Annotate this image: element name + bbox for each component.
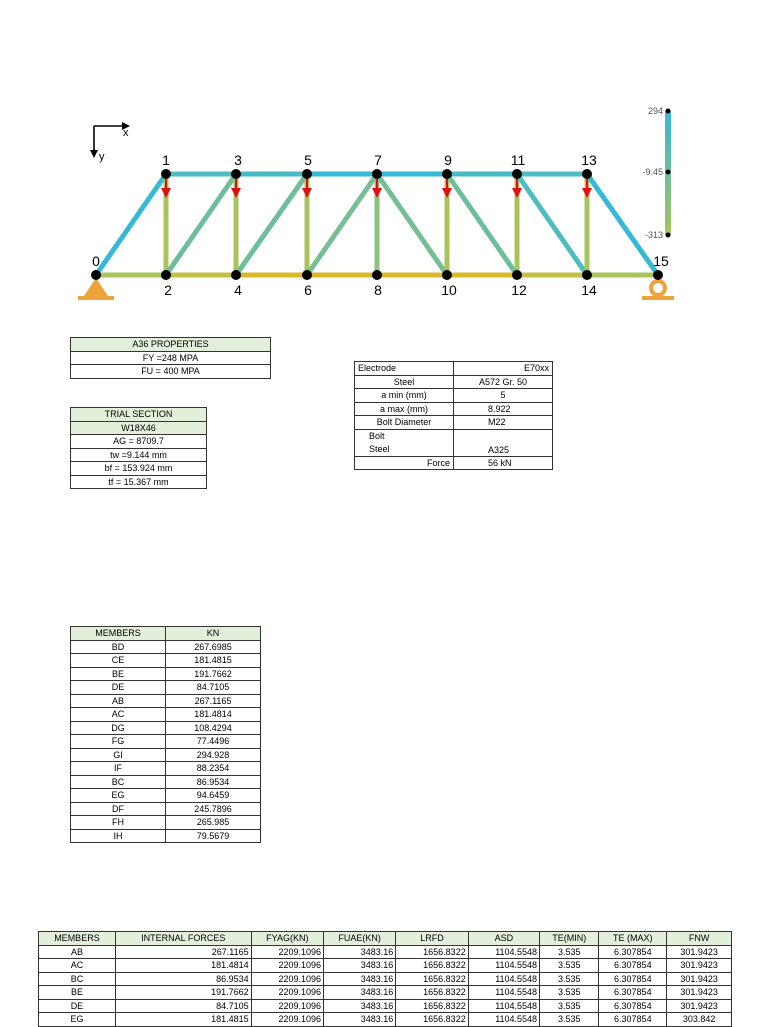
table-cell: AC <box>39 959 116 973</box>
amax-label: a max (mm) <box>355 402 454 416</box>
truss-diagram <box>0 0 768 320</box>
truss-node <box>91 270 101 280</box>
node-label: 6 <box>304 282 312 298</box>
truss-node <box>302 270 312 280</box>
colorbar-tick: -9.45 <box>642 167 663 177</box>
table-cell: 6.307854 <box>599 1013 667 1027</box>
column-header: FYAG(KN) <box>251 932 323 946</box>
truss-node <box>161 270 171 280</box>
table-row <box>39 986 732 1000</box>
bolt-label: Bolt <box>369 430 385 441</box>
truss-node <box>372 270 382 280</box>
trial-bf: bf = 153.924 mm <box>71 462 207 476</box>
table-cell: 1104.5548 <box>468 972 539 986</box>
column-header: ASD <box>468 932 539 946</box>
table-row <box>39 959 732 973</box>
table-cell: BC <box>39 972 116 986</box>
table-row <box>71 789 261 803</box>
member-force: 79.5679 <box>166 829 261 843</box>
table-cell: EG <box>39 1013 116 1027</box>
node-label: 0 <box>92 253 100 269</box>
table-cell: 181.4814 <box>115 959 251 973</box>
table-cell: 301.9423 <box>667 972 732 986</box>
members-table <box>70 626 261 843</box>
table-row <box>71 694 261 708</box>
member-name: BC <box>71 775 166 789</box>
table-cell: 1656.8322 <box>396 959 468 973</box>
bolt-diameter-value: M22 <box>454 416 553 430</box>
member-name: FG <box>71 735 166 749</box>
internal-forces-table <box>38 931 732 1027</box>
bolt-steel-label-cell <box>355 429 454 456</box>
truss-node <box>512 270 522 280</box>
truss-node <box>442 270 452 280</box>
table-row <box>71 667 261 681</box>
table-cell: 2209.1096 <box>251 959 323 973</box>
table-cell: 6.307854 <box>599 999 667 1013</box>
table-cell: AB <box>39 945 116 959</box>
member-force: 245.7896 <box>166 802 261 816</box>
truss-node <box>442 169 452 179</box>
table-cell: 2209.1096 <box>251 986 323 1000</box>
trial-section-table <box>70 407 207 489</box>
member-name: DE <box>71 681 166 695</box>
node-label: 13 <box>581 152 597 168</box>
table-row <box>71 681 261 695</box>
table-cell: 1104.5548 <box>468 945 539 959</box>
table-cell: 2209.1096 <box>251 999 323 1013</box>
member-force: 265.985 <box>166 816 261 830</box>
table-row <box>71 762 261 776</box>
member-force: 86.9534 <box>166 775 261 789</box>
column-header: LRFD <box>396 932 468 946</box>
member-force: 181.4815 <box>166 654 261 668</box>
table-cell: 303.842 <box>667 1013 732 1027</box>
column-header: FUAE(KN) <box>324 932 396 946</box>
node-label: 10 <box>441 282 457 298</box>
member-force: 88.2354 <box>166 762 261 776</box>
node-label: 1 <box>162 152 170 168</box>
member-name: CE <box>71 654 166 668</box>
table-cell: 181.4815 <box>115 1013 251 1027</box>
member-name: EG <box>71 789 166 803</box>
table-cell: 3483.16 <box>324 972 396 986</box>
table-row <box>71 748 261 762</box>
truss-node <box>372 169 382 179</box>
bolt-steel-label: Steel <box>369 443 390 454</box>
table-cell: 84.7105 <box>115 999 251 1013</box>
table-cell: 301.9423 <box>667 945 732 959</box>
member-force: 267.1165 <box>166 694 261 708</box>
roller-support <box>642 281 674 300</box>
table-cell: 3483.16 <box>324 999 396 1013</box>
trial-tf: tf = 15.367 mm <box>71 475 207 489</box>
table-cell: 3.535 <box>540 1013 599 1027</box>
table-cell: 1656.8322 <box>396 972 468 986</box>
table-cell: 3483.16 <box>324 959 396 973</box>
truss-node <box>231 169 241 179</box>
table-row <box>39 999 732 1013</box>
truss-node <box>582 270 592 280</box>
member-force: 267.6985 <box>166 640 261 654</box>
members-header: MEMBERS <box>71 627 166 641</box>
truss-node <box>161 169 171 179</box>
table-cell: 6.307854 <box>599 972 667 986</box>
member-force: 191.7662 <box>166 667 261 681</box>
table-cell: 1656.8322 <box>396 1013 468 1027</box>
colorbar-tick: 294 <box>647 106 663 116</box>
amin-label: a min (mm) <box>355 389 454 403</box>
axis-y-label: y <box>99 151 105 163</box>
trial-tw: tw =9.144 mm <box>71 448 207 462</box>
amin-value: 5 <box>454 389 553 403</box>
table-cell: 3.535 <box>540 959 599 973</box>
member-name: BD <box>71 640 166 654</box>
table-cell: 1656.8322 <box>396 986 468 1000</box>
table-cell: 301.9423 <box>667 986 732 1000</box>
table-cell: 3483.16 <box>324 986 396 1000</box>
node-label: 9 <box>444 152 452 168</box>
node-label: 14 <box>581 282 597 298</box>
table-cell: 1104.5548 <box>468 959 539 973</box>
truss-node <box>653 270 663 280</box>
column-header: FNW <box>667 932 732 946</box>
member-force: 181.4814 <box>166 708 261 722</box>
bolt-steel-value: A325 <box>454 429 553 456</box>
column-header: TE (MAX) <box>599 932 667 946</box>
table-header-row <box>39 932 732 946</box>
table-row <box>71 816 261 830</box>
electrode-label: Electrode <box>355 362 454 376</box>
member-force: 84.7105 <box>166 681 261 695</box>
node-label: 2 <box>164 282 172 298</box>
node-label: 4 <box>234 282 242 298</box>
colorbar-tick: -313 <box>644 230 663 240</box>
table-row <box>39 945 732 959</box>
kn-header: KN <box>166 627 261 641</box>
table-cell: 1656.8322 <box>396 999 468 1013</box>
a36-fy: FY =248 MPA <box>71 351 271 365</box>
steel-value: A572 Gr. 50 <box>454 375 553 389</box>
table-cell: 301.9423 <box>667 999 732 1013</box>
a36-title: A36 PROPERTIES <box>71 338 271 352</box>
trial-section: W18X46 <box>71 421 207 435</box>
node-label: 8 <box>374 282 382 298</box>
truss-node <box>302 169 312 179</box>
table-cell: 6.307854 <box>599 986 667 1000</box>
member-force: 294.928 <box>166 748 261 762</box>
member-name: IF <box>71 762 166 776</box>
table-cell: 3.535 <box>540 945 599 959</box>
table-row <box>71 735 261 749</box>
table-row <box>71 775 261 789</box>
axis-x-label: x <box>123 127 129 139</box>
force-value: 56 kN <box>454 456 553 470</box>
table-cell: 1104.5548 <box>468 1013 539 1027</box>
node-label: 5 <box>304 152 312 168</box>
trial-ag: AG = 8709.7 <box>71 435 207 449</box>
table-cell: 2209.1096 <box>251 972 323 986</box>
color-bar <box>642 106 671 240</box>
table-cell: 267.1165 <box>115 945 251 959</box>
table-cell: 3.535 <box>540 972 599 986</box>
member-name: BE <box>71 667 166 681</box>
pin-support <box>78 278 114 300</box>
table-cell: BE <box>39 986 116 1000</box>
trial-title: TRIAL SECTION <box>71 408 207 422</box>
table-cell: 3483.16 <box>324 945 396 959</box>
member-force: 108.4294 <box>166 721 261 735</box>
node-label: 11 <box>510 152 526 168</box>
table-cell: 191.7662 <box>115 986 251 1000</box>
table-row <box>39 972 732 986</box>
node-label: 7 <box>374 152 382 168</box>
node-label: 12 <box>511 282 527 298</box>
connection-table <box>354 361 553 470</box>
truss-node <box>512 169 522 179</box>
member-name: FH <box>71 816 166 830</box>
table-cell: 6.307854 <box>599 959 667 973</box>
table-cell: 2209.1096 <box>251 945 323 959</box>
member-force: 94.6459 <box>166 789 261 803</box>
member-name: AC <box>71 708 166 722</box>
table-cell: 1656.8322 <box>396 945 468 959</box>
table-row <box>71 654 261 668</box>
table-cell: DE <box>39 999 116 1013</box>
member-name: DG <box>71 721 166 735</box>
table-cell: 2209.1096 <box>251 1013 323 1027</box>
table-cell: 1104.5548 <box>468 986 539 1000</box>
table-cell: 3483.16 <box>324 1013 396 1027</box>
a36-properties-table <box>70 337 271 379</box>
table-cell: 6.307854 <box>599 945 667 959</box>
truss-node <box>231 270 241 280</box>
bolt-diameter-label: Bolt Diameter <box>355 416 454 430</box>
column-header: TE(MIN) <box>540 932 599 946</box>
table-cell: 86.9534 <box>115 972 251 986</box>
member-force: 77.4496 <box>166 735 261 749</box>
member-name: GI <box>71 748 166 762</box>
column-header: INTERNAL FORCES <box>115 932 251 946</box>
node-label: 15 <box>653 253 669 269</box>
table-cell: 3.535 <box>540 986 599 1000</box>
node-label: 3 <box>234 152 242 168</box>
table-row <box>71 708 261 722</box>
axis-indicator <box>90 122 130 163</box>
truss-node <box>582 169 592 179</box>
force-label: Force <box>355 456 454 470</box>
column-header: MEMBERS <box>39 932 116 946</box>
member-name: AB <box>71 694 166 708</box>
table-row <box>71 802 261 816</box>
table-row <box>71 829 261 843</box>
table-cell: 3.535 <box>540 999 599 1013</box>
table-row <box>71 640 261 654</box>
member-name: IH <box>71 829 166 843</box>
steel-label: Steel <box>355 375 454 389</box>
table-cell: 1104.5548 <box>468 999 539 1013</box>
amax-value: 8.922 <box>454 402 553 416</box>
a36-fu: FU = 400 MPA <box>71 365 271 379</box>
table-row <box>71 721 261 735</box>
electrode-value: E70xx <box>454 362 553 376</box>
table-cell: 301.9423 <box>667 959 732 973</box>
member-name: DF <box>71 802 166 816</box>
